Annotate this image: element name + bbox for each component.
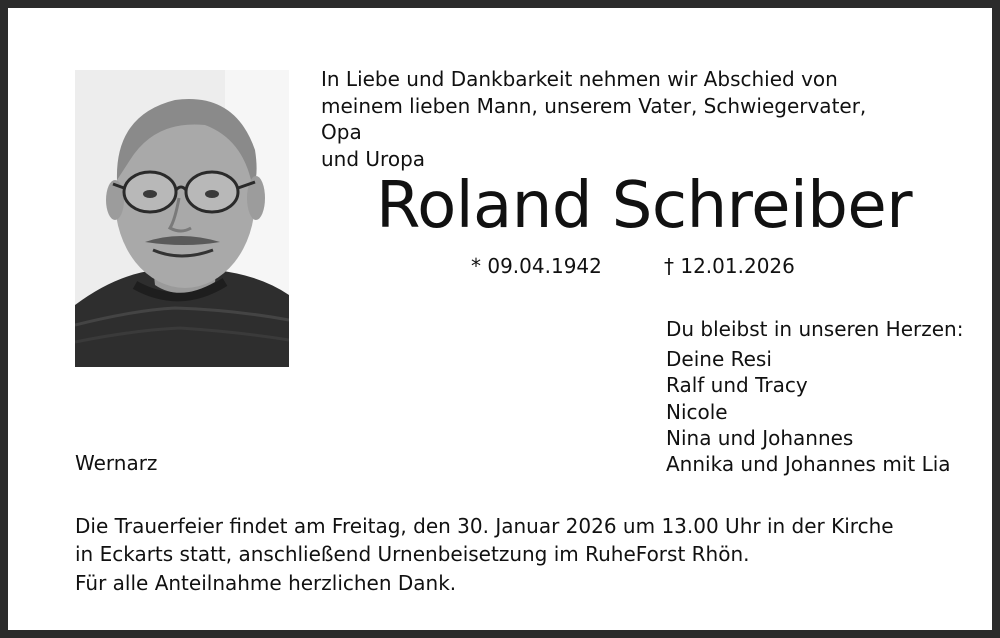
funeral-service-text [75, 512, 894, 568]
mourners-list [666, 346, 951, 477]
birth-date: * 09.04.1942 [471, 254, 602, 278]
thanks-text: Für alle Anteilnahme herzlichen Dank. [75, 571, 457, 595]
mourner-entry: Nina und Johannes [666, 425, 854, 450]
intro-line: und Uropa [321, 146, 426, 171]
place-name: Wernarz [75, 451, 158, 475]
intro-line: meinem lieben Mann, unserem Vater, Schwiegervater, Opa [321, 93, 867, 144]
mourner-entry: Annika und Johannes mit Lia [666, 452, 951, 477]
mourner-entry: Nicole [666, 399, 728, 424]
mourner-entry: Deine Resi [666, 347, 772, 371]
portrait-photo [75, 70, 289, 367]
intro-line: In Liebe und Dankbarkeit nehmen wir Abschied von [321, 67, 838, 91]
service-line: Die Trauerfeier findet am Freitag, den 30. Januar 2026 um 13.00 Uhr in der Kirche [75, 514, 894, 538]
intro-text [321, 66, 901, 172]
death-date: † 12.01.2026 [664, 254, 795, 278]
deceased-name: Roland Schreiber [376, 169, 913, 243]
memorial-phrase: Du bleibst in unseren Herzen: [666, 317, 964, 341]
portrait-illustration [75, 70, 289, 367]
mourner-entry: Ralf und Tracy [666, 373, 808, 398]
service-line: in Eckarts statt, anschließend Urnenbeisetzung im RuheForst Rhön. [75, 542, 750, 566]
